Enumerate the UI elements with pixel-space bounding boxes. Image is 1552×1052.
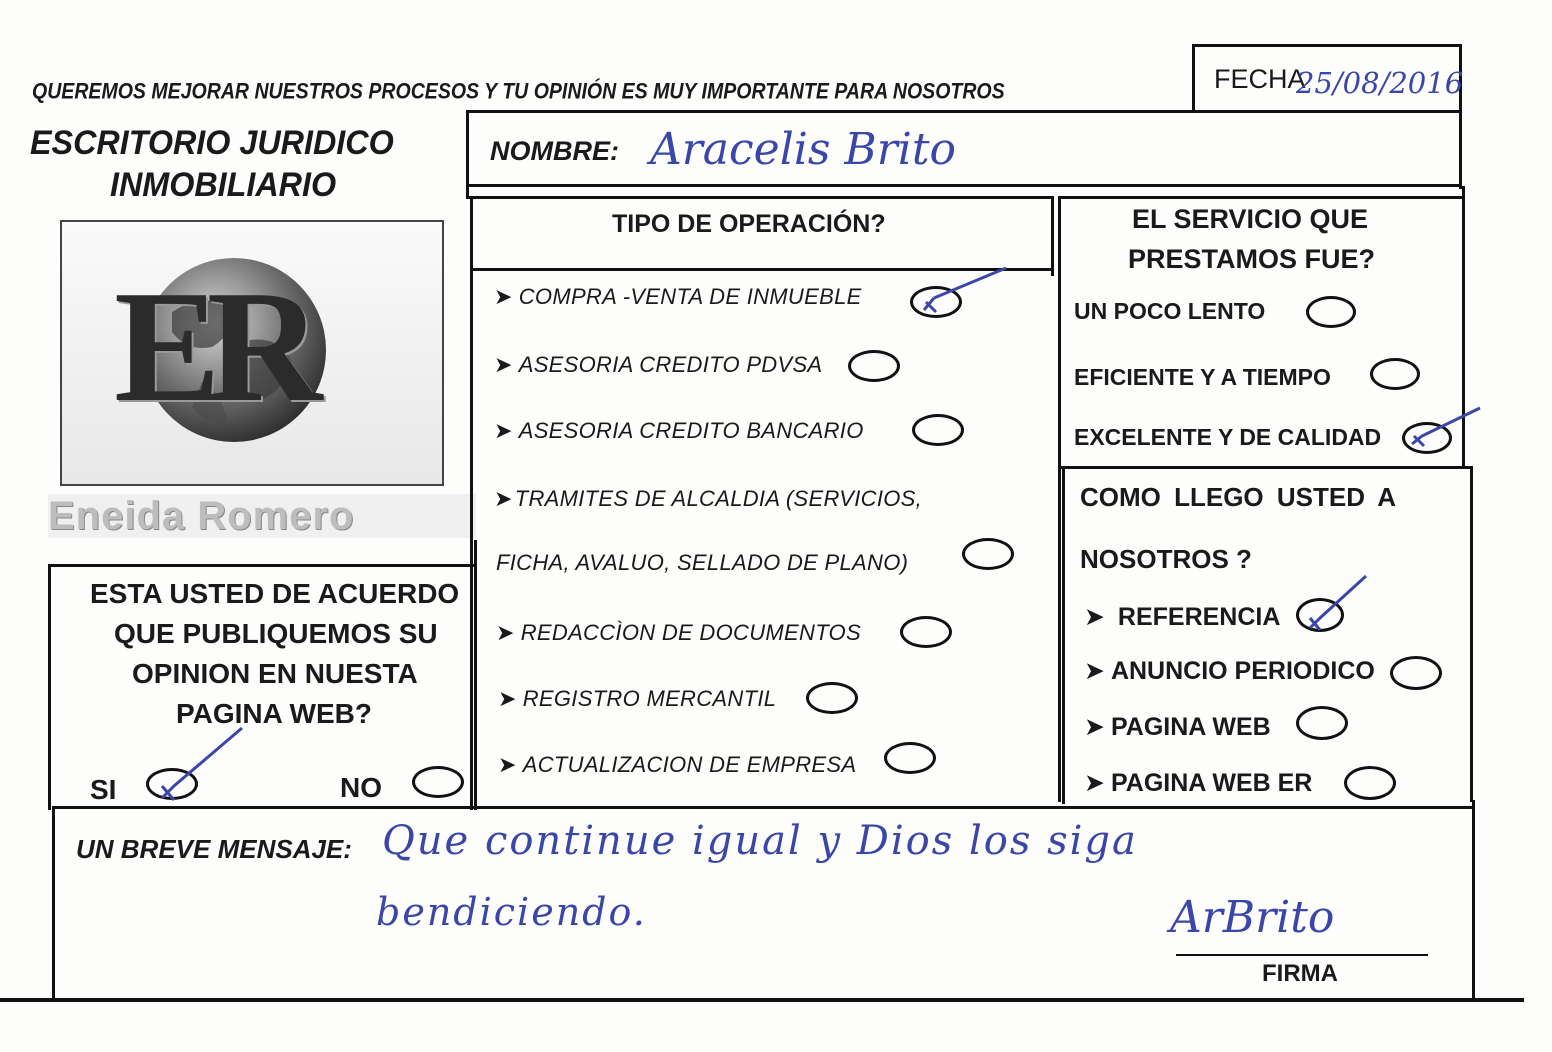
source-option-pagina-web[interactable]: ➤ PAGINA WEB xyxy=(1084,713,1271,741)
logo-letters: ER xyxy=(114,257,309,435)
company-logo xyxy=(60,220,444,486)
publish-question-line4: PAGINA WEB? xyxy=(176,698,372,729)
yes-label: SI xyxy=(90,774,117,805)
publish-question-line1: ESTA USTED DE ACUERDO xyxy=(90,578,460,609)
option-credito-bancario[interactable]: ➤ ASESORIA CREDITO BANCARIO xyxy=(494,418,864,443)
source-option-pagina-web-er[interactable]: ➤ PAGINA WEB ER xyxy=(1084,769,1313,797)
no-radio[interactable] xyxy=(412,766,464,798)
actualizacion-radio[interactable] xyxy=(884,742,936,774)
message-line2: bendiciendo. xyxy=(376,890,647,934)
anuncio-radio[interactable] xyxy=(1390,656,1442,690)
pagina-web-radio[interactable] xyxy=(1296,706,1348,740)
service-option-lento[interactable]: UN POCO LENTO xyxy=(1074,298,1266,324)
tramites-alcaldia-radio[interactable] xyxy=(962,538,1014,570)
company-name-line2: INMOBILIARIO xyxy=(110,166,337,204)
nombre-value: Aracelis Brito xyxy=(650,124,957,175)
registro-mercantil-radio[interactable] xyxy=(806,682,858,714)
credito-bancario-radio[interactable] xyxy=(912,414,964,446)
company-name-line1: ESCRITORIO JURIDICO xyxy=(30,124,394,162)
logo-caption: Eneida Romero xyxy=(48,494,476,538)
signature-label: FIRMA xyxy=(1262,960,1338,987)
lento-radio[interactable] xyxy=(1306,296,1356,328)
source-title-line2: NOSOTROS ? xyxy=(1080,544,1252,574)
operation-title: TIPO DE OPERACIÓN? xyxy=(612,210,886,238)
excelente-checkmark-icon xyxy=(1408,404,1484,450)
compra-checkmark-icon xyxy=(918,262,1013,318)
signature-value: ArBrito xyxy=(1170,892,1335,943)
source-option-referencia[interactable]: ➤ REFERENCIA xyxy=(1084,603,1281,631)
signature-line xyxy=(1176,954,1428,956)
source-option-anuncio[interactable]: ➤ ANUNCIO PERIODICO xyxy=(1084,657,1375,685)
publish-question-line3: OPINION EN NUESTA xyxy=(132,658,418,689)
service-title-line2: PRESTAMOS FUE? xyxy=(1128,244,1376,274)
service-title-line1: EL SERVICIO QUE xyxy=(1132,204,1369,234)
credito-pdvsa-radio[interactable] xyxy=(848,350,900,382)
service-option-eficiente[interactable]: EFICIENTE Y A TIEMPO xyxy=(1074,364,1331,390)
source-title-line1: COMO LLEGO USTED A xyxy=(1080,482,1397,512)
service-option-excelente[interactable]: EXCELENTE Y DE CALIDAD xyxy=(1074,424,1382,450)
eficiente-radio[interactable] xyxy=(1370,358,1420,390)
option-credito-pdvsa[interactable]: ➤ ASESORIA CREDITO PDVSA xyxy=(494,352,823,377)
option-tramites-alcaldia-line2: FICHA, AVALUO, SELLADO DE PLANO) xyxy=(496,550,909,575)
message-label: UN BREVE MENSAJE: xyxy=(76,834,352,864)
publish-question-line2: QUE PUBLIQUEMOS SU xyxy=(114,618,438,649)
option-registro-mercantil[interactable]: ➤ REGISTRO MERCANTIL xyxy=(498,686,777,711)
nombre-label: NOMBRE: xyxy=(490,136,619,166)
referencia-checkmark-icon xyxy=(1302,572,1372,634)
yes-checkmark-icon xyxy=(152,724,248,806)
option-compra-venta[interactable]: ➤ COMPRA -VENTA DE INMUEBLE xyxy=(494,284,862,309)
message-line1: Que continue igual y Dios los siga xyxy=(382,818,1138,864)
fecha-value: 25/08/2016 xyxy=(1296,66,1464,100)
fecha-label: FECHA xyxy=(1214,64,1306,94)
option-tramites-alcaldia[interactable]: ➤TRAMITES DE ALCALDIA (SERVICIOS, xyxy=(494,486,923,511)
no-label: NO xyxy=(340,772,382,803)
pagina-web-er-radio[interactable] xyxy=(1344,766,1396,800)
option-redaccion[interactable]: ➤ REDACCÌON DE DOCUMENTOS xyxy=(496,620,861,645)
redaccion-radio[interactable] xyxy=(900,616,952,648)
option-actualizacion[interactable]: ➤ ACTUALIZACION DE EMPRESA xyxy=(498,752,857,777)
tagline: QUEREMOS MEJORAR NUESTROS PROCESOS Y TU OPINIÓN ES MUY IMPORTANTE PARA NOSOTROS xyxy=(32,79,1005,104)
